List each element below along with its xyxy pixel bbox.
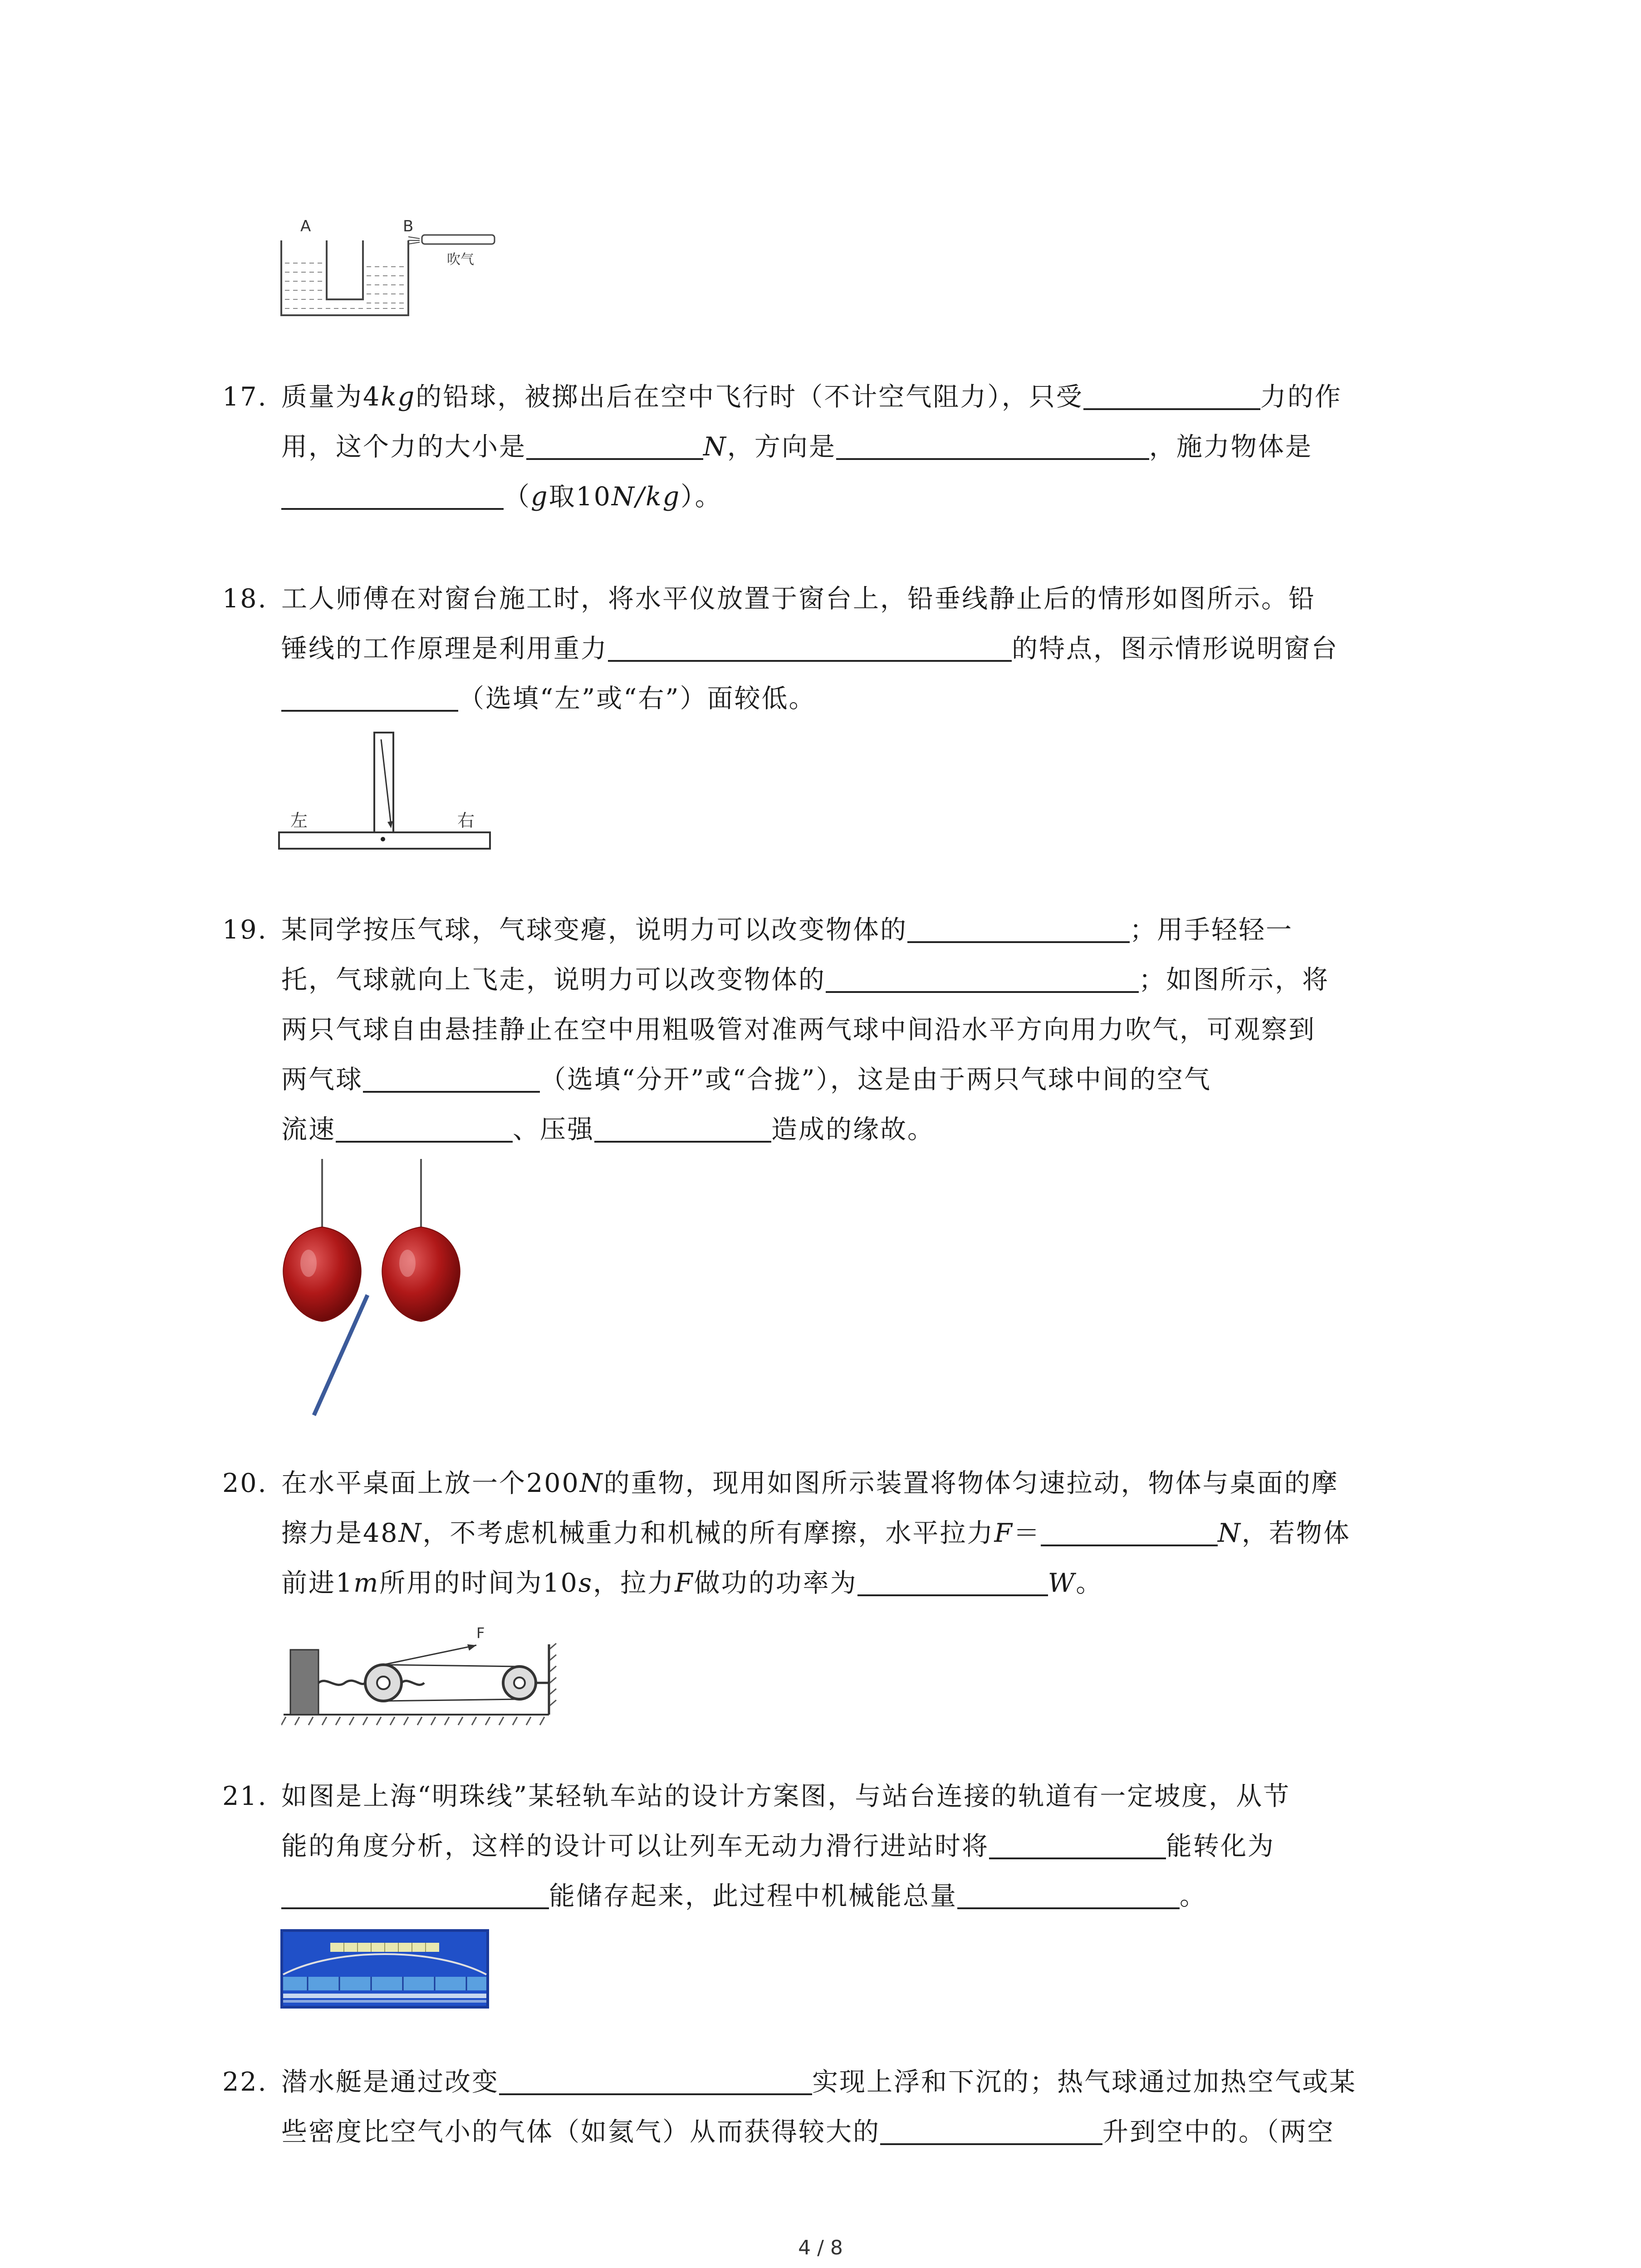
- label-b: B: [403, 217, 414, 235]
- question-number: 21.: [222, 1781, 268, 1811]
- pulley-figure: [281, 1622, 563, 1730]
- answer-blank[interactable]: [957, 1879, 1180, 1909]
- q20-line1: 在水平桌面上放一个200N的重物，现用如图所示装置将物体匀速拉动，物体与桌面的摩: [281, 1468, 1339, 1498]
- question-number: 18.: [222, 584, 268, 614]
- answer-blank[interactable]: [608, 632, 1012, 662]
- level-figure: [277, 726, 495, 853]
- answer-blank[interactable]: [907, 913, 1130, 943]
- q18-line3: （选填“左”或“右”）面较低。: [281, 674, 816, 723]
- question-number: 22.: [222, 2067, 268, 2097]
- answer-blank[interactable]: [281, 480, 504, 510]
- question-number: 17.: [222, 382, 268, 412]
- answer-blank[interactable]: [499, 2065, 812, 2095]
- answer-blank[interactable]: [594, 1113, 771, 1143]
- answer-blank[interactable]: [1041, 1516, 1218, 1546]
- q19-line3: 两只气球自由悬挂静止在空中用粗吸管对准两气球中间沿水平方向用力吹气，可观察到: [281, 1015, 1316, 1045]
- label-right: 右: [457, 811, 475, 831]
- q22-line2: 些密度比空气小的气体（如氦气）从而获得较大的 升到空中的。（两空: [281, 2107, 1335, 2157]
- q21-line2: 能的角度分析，这样的设计可以让列车无动力滑行进站时将 能转化为: [281, 1821, 1275, 1871]
- q21-line3: 能储存起来，此过程中机械能总量 。: [281, 1871, 1207, 1921]
- answer-blank[interactable]: [989, 1829, 1166, 1859]
- q17-line1: 质量为4kg的铅球，被掷出后在空中飞行时（不计空气阻力），只受 力的作: [281, 372, 1342, 422]
- answer-blank[interactable]: [857, 1566, 1048, 1596]
- answer-blank[interactable]: [1083, 380, 1260, 410]
- q17-line2: 用，这个力的大小是 N，方向是 ，施力物体是: [281, 422, 1313, 472]
- answer-blank[interactable]: [836, 430, 1149, 460]
- q17-line3: （g取10N/kg）。: [281, 472, 722, 522]
- question-number: 20.: [222, 1468, 268, 1498]
- q20-line3: 前进1m所用的时间为10s，拉力F做功的功率为 W。: [281, 1558, 1103, 1608]
- answer-blank[interactable]: [363, 1063, 540, 1093]
- balloons-figure: [281, 1159, 472, 1422]
- q19-line4: 两气球 （选填“分开”或“合拢”），这是由于两只气球中间的空气: [281, 1055, 1211, 1105]
- answer-blank[interactable]: [880, 2115, 1102, 2145]
- page-number: 4 / 8: [798, 2236, 843, 2259]
- q19-line5: 流速 、压强 造成的缘故。: [281, 1105, 935, 1154]
- label-left: 左: [290, 811, 308, 831]
- u-tube-figure: [272, 213, 508, 322]
- label-blow: 吹气: [447, 252, 474, 268]
- q18-line1: 工人师傅在对窗台施工时，将水平仪放置于窗台上，铅垂线静止后的情形如图所示。铅: [281, 584, 1316, 614]
- q19-line1: 某同学按压气球，气球变瘪，说明力可以改变物体的 ；用手轻轻一: [281, 905, 1293, 955]
- question-number: 19.: [222, 915, 268, 945]
- label-f: F: [476, 1624, 485, 1642]
- q18-line2: 锤线的工作原理是利用重力 的特点，图示情形说明窗台: [281, 624, 1338, 674]
- q19-line2: 托，气球就向上飞走，说明力可以改变物体的 ；如图所示，将: [281, 955, 1329, 1005]
- q21-line1: 如图是上海“明珠线”某轻轨车站的设计方案图，与站台连接的轨道有一定坡度，从节: [281, 1781, 1291, 1811]
- label-a: A: [300, 217, 311, 235]
- q20-line2: 擦力是48N，不考虑机械重力和机械的所有摩擦，水平拉力F＝ N，若物体: [281, 1508, 1351, 1558]
- answer-blank[interactable]: [281, 682, 458, 712]
- q22-line1: 潜水艇是通过改变 实现上浮和下沉的；热气球通过加热空气或某: [281, 2057, 1357, 2107]
- answer-blank[interactable]: [336, 1113, 513, 1143]
- station-figure: [280, 1929, 489, 2009]
- answer-blank[interactable]: [281, 1879, 549, 1909]
- answer-blank[interactable]: [526, 430, 703, 460]
- answer-blank[interactable]: [826, 963, 1139, 993]
